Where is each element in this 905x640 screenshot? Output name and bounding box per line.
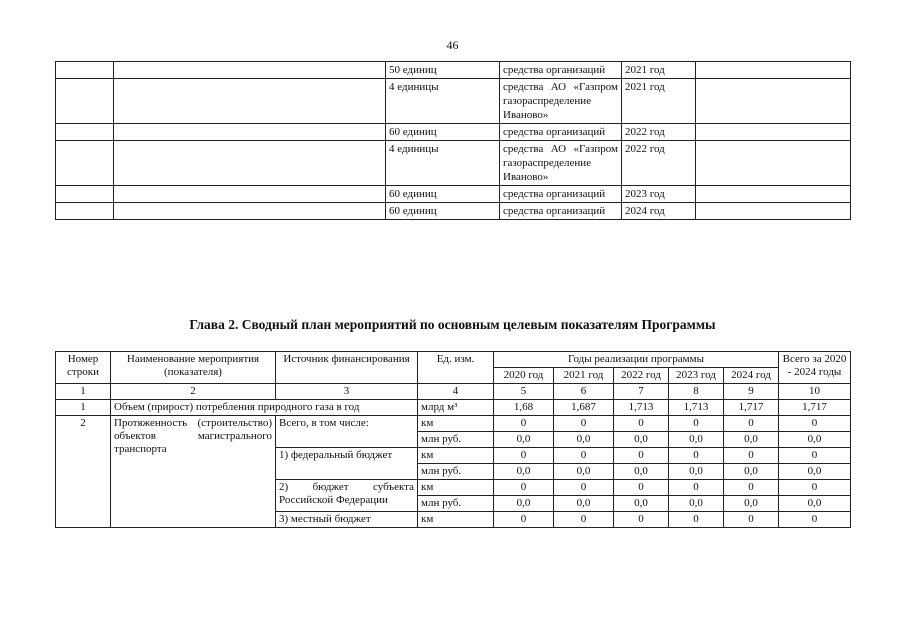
value-cell: 0,0: [614, 432, 669, 448]
empty-cell: [56, 186, 114, 203]
value-cell: 0,0: [554, 496, 614, 512]
total-cell: 1,717: [779, 400, 851, 416]
page-number: 46: [446, 38, 459, 52]
table-row: [56, 186, 851, 203]
value-cell: 0,0: [724, 432, 779, 448]
continued-table: [55, 61, 851, 220]
value-cell: 0: [669, 480, 724, 496]
value-cell: 0,0: [724, 464, 779, 480]
year-cell: 2021 год: [622, 79, 696, 124]
column-number: 6: [554, 384, 614, 400]
header-year: 2023 год: [669, 368, 724, 384]
indicator-name: Объем (прирост) потребления природного газа в год: [111, 400, 418, 416]
total-cell: 0: [779, 416, 851, 432]
total-cell: 0,0: [779, 464, 851, 480]
value-cell: 0,0: [494, 464, 554, 480]
value-cell: 0: [494, 480, 554, 496]
year-cell: 2023 год: [622, 186, 696, 203]
quantity-cell: 50 единиц: [386, 62, 500, 79]
table-row: [56, 416, 851, 432]
column-number: 10: [779, 384, 851, 400]
value-cell: 0,0: [554, 464, 614, 480]
empty-cell: [696, 186, 851, 203]
value-cell: 1,717: [724, 400, 779, 416]
total-cell: 0: [779, 448, 851, 464]
table-row: [56, 400, 851, 416]
funding-source-cell: средства организаций: [500, 124, 622, 141]
empty-cell: [114, 186, 386, 203]
value-cell: 0: [724, 480, 779, 496]
funding-source-cell: 3) местный бюджет: [276, 512, 418, 528]
header-row: [56, 352, 851, 368]
total-cell: 0,0: [779, 496, 851, 512]
column-number: 8: [669, 384, 724, 400]
year-cell: 2021 год: [622, 62, 696, 79]
header-source: Источник финансирования: [276, 352, 418, 384]
value-cell: 0,0: [494, 432, 554, 448]
unit-cell: млрд м³: [418, 400, 494, 416]
value-cell: 0: [614, 416, 669, 432]
value-cell: 0,0: [669, 464, 724, 480]
column-number-row: [56, 384, 851, 400]
summary-table: [55, 351, 851, 528]
value-cell: 0,0: [554, 432, 614, 448]
empty-cell: [696, 62, 851, 79]
value-cell: 0,0: [614, 464, 669, 480]
column-number: 9: [724, 384, 779, 400]
value-cell: 0: [494, 512, 554, 528]
column-number: 2: [111, 384, 276, 400]
total-cell: 0: [779, 480, 851, 496]
value-cell: 0,0: [494, 496, 554, 512]
value-cell: 0: [724, 416, 779, 432]
empty-cell: [696, 79, 851, 124]
quantity-cell: 60 единиц: [386, 124, 500, 141]
row-number: 1: [56, 400, 111, 416]
unit-cell: км: [418, 512, 494, 528]
empty-cell: [114, 62, 386, 79]
funding-source-cell: средства организаций: [500, 203, 622, 220]
header-year: 2021 год: [554, 368, 614, 384]
header-unit: Ед. изм.: [418, 352, 494, 384]
row-number: 2: [56, 416, 111, 528]
value-cell: 1,68: [494, 400, 554, 416]
year-cell: 2024 год: [622, 203, 696, 220]
indicator-name: Протяженность (строительство) объектов магистрального транспорта: [111, 416, 276, 528]
empty-cell: [696, 124, 851, 141]
table-row: [56, 203, 851, 220]
funding-source-cell: средства организаций: [500, 62, 622, 79]
funding-source-cell: средства АО «Газпром газораспределение Иваново»: [500, 141, 622, 186]
value-cell: 0,0: [614, 496, 669, 512]
unit-cell: млн руб.: [418, 432, 494, 448]
chapter-heading: Глава 2. Сводный план мероприятий по основным целевым показателям Программы: [189, 317, 716, 332]
value-cell: 0: [669, 416, 724, 432]
header-row-number: Номер строки: [56, 352, 111, 384]
empty-cell: [114, 124, 386, 141]
value-cell: 0: [669, 512, 724, 528]
funding-source-cell: средства АО «Газпром газораспределение Иваново»: [500, 79, 622, 124]
table-row: [56, 124, 851, 141]
total-cell: 0: [779, 512, 851, 528]
value-cell: 0,0: [669, 496, 724, 512]
unit-cell: млн руб.: [418, 464, 494, 480]
column-number: 3: [276, 384, 418, 400]
header-year: 2024 год: [724, 368, 779, 384]
value-cell: 0: [614, 512, 669, 528]
empty-cell: [114, 203, 386, 220]
column-number: 1: [56, 384, 111, 400]
header-total: Всего за 2020 - 2024 годы: [779, 352, 851, 384]
unit-cell: км: [418, 480, 494, 496]
value-cell: 0: [724, 512, 779, 528]
value-cell: 0: [554, 448, 614, 464]
quantity-cell: 4 единицы: [386, 79, 500, 124]
value-cell: 0: [494, 416, 554, 432]
table-row: [56, 79, 851, 124]
year-cell: 2022 год: [622, 141, 696, 186]
value-cell: 0: [669, 448, 724, 464]
table-row: [56, 141, 851, 186]
value-cell: 0,0: [724, 496, 779, 512]
column-number: 7: [614, 384, 669, 400]
funding-source-cell: 2) бюджет субъекта Российской Федерации: [276, 480, 418, 512]
quantity-cell: 60 единиц: [386, 203, 500, 220]
empty-cell: [114, 141, 386, 186]
header-year: 2022 год: [614, 368, 669, 384]
funding-source-cell: Всего, в том числе:: [276, 416, 418, 448]
unit-cell: км: [418, 448, 494, 464]
empty-cell: [56, 203, 114, 220]
unit-cell: км: [418, 416, 494, 432]
column-number: 4: [418, 384, 494, 400]
value-cell: 1,687: [554, 400, 614, 416]
empty-cell: [696, 203, 851, 220]
empty-cell: [114, 79, 386, 124]
quantity-cell: 60 единиц: [386, 186, 500, 203]
value-cell: 0: [554, 480, 614, 496]
empty-cell: [696, 141, 851, 186]
empty-cell: [56, 79, 114, 124]
total-cell: 0,0: [779, 432, 851, 448]
value-cell: 0: [554, 416, 614, 432]
value-cell: 0: [554, 512, 614, 528]
value-cell: 0: [614, 448, 669, 464]
value-cell: 0,0: [669, 432, 724, 448]
header-name: Наименование мероприятия (показателя): [111, 352, 276, 384]
funding-source-cell: 1) федеральный бюджет: [276, 448, 418, 480]
quantity-cell: 4 единицы: [386, 141, 500, 186]
value-cell: 1,713: [614, 400, 669, 416]
header-years-group: Годы реализации программы: [494, 352, 779, 368]
value-cell: 0: [724, 448, 779, 464]
value-cell: 0: [614, 480, 669, 496]
value-cell: 0: [494, 448, 554, 464]
header-year: 2020 год: [494, 368, 554, 384]
empty-cell: [56, 62, 114, 79]
funding-source-cell: средства организаций: [500, 186, 622, 203]
unit-cell: млн руб.: [418, 496, 494, 512]
empty-cell: [56, 141, 114, 186]
column-number: 5: [494, 384, 554, 400]
value-cell: 1,713: [669, 400, 724, 416]
year-cell: 2022 год: [622, 124, 696, 141]
empty-cell: [56, 124, 114, 141]
table-row: [56, 62, 851, 79]
